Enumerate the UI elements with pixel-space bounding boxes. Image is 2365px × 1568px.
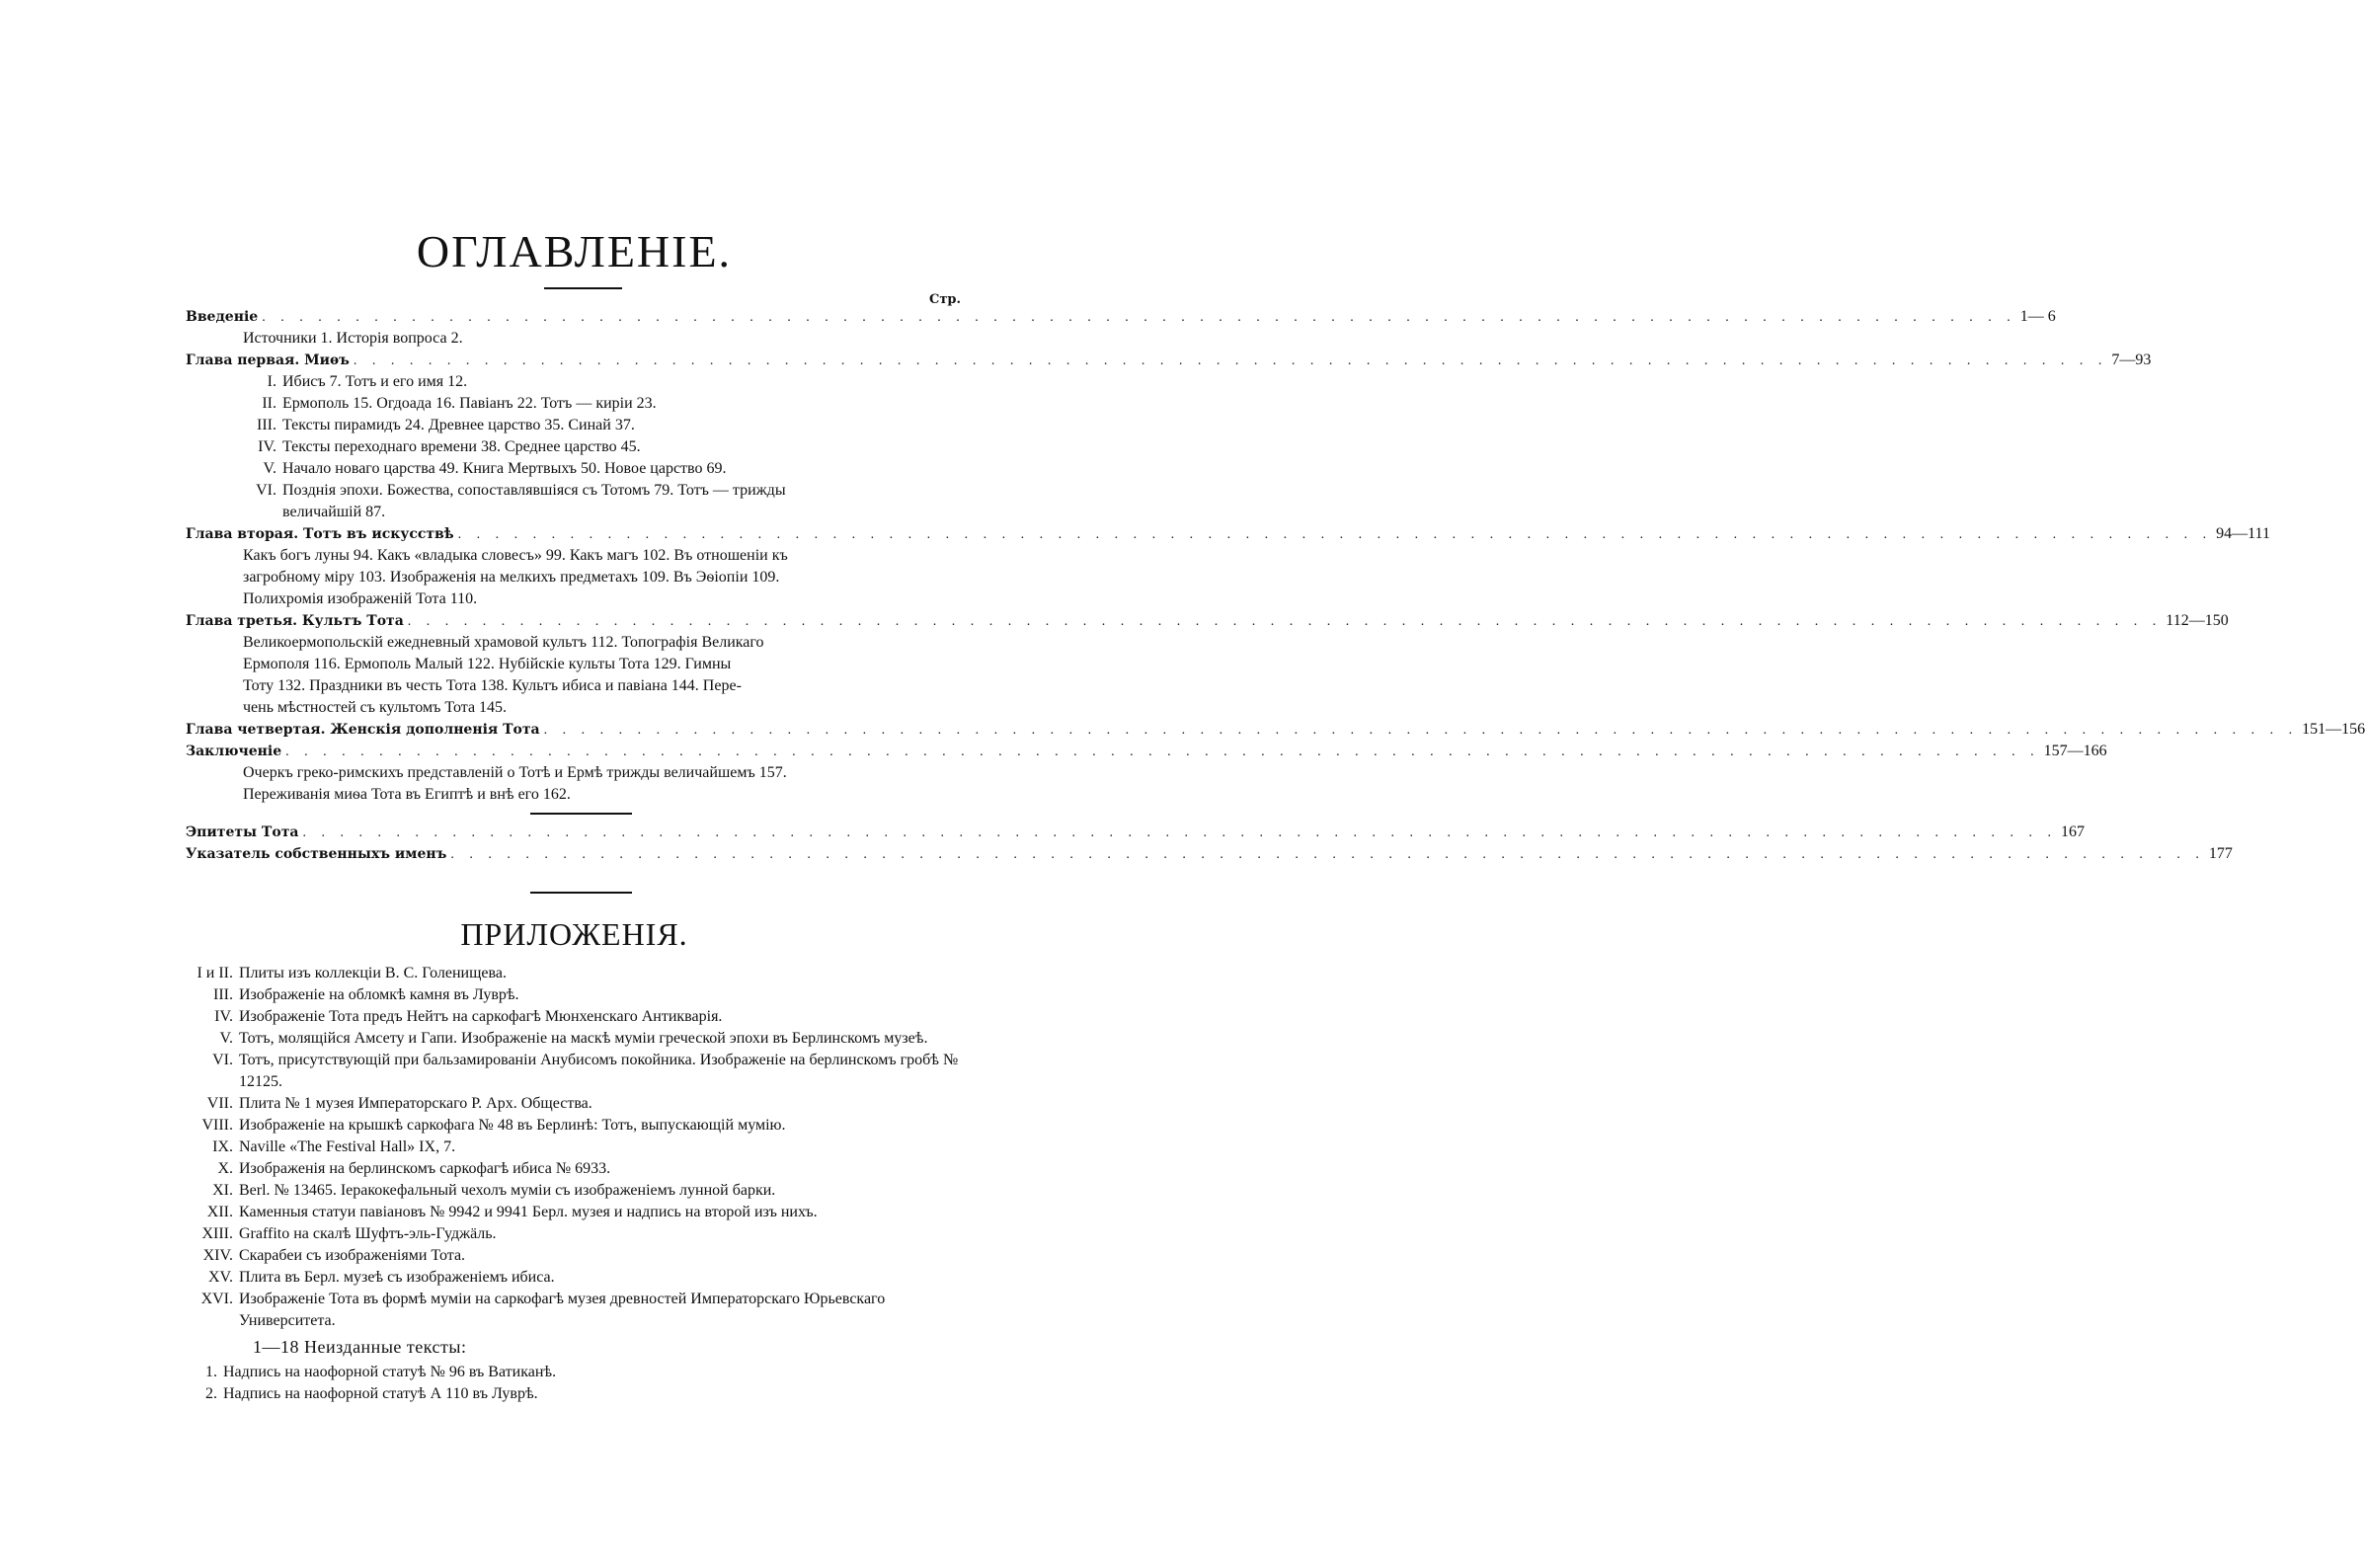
list-item: IX. Naville «The Festival Hall» IX, 7. <box>212 1138 456 1155</box>
title-divider <box>544 287 622 289</box>
section-divider <box>530 892 632 894</box>
toc-pages: 112—150 <box>2166 612 2229 629</box>
list-item: I и II. Плиты изъ коллекціи В. С. Голенищева. <box>197 965 507 981</box>
list-item: X. Изображенія на берлинскомъ саркофагѣ ибиса № 6933. <box>217 1160 611 1177</box>
toc-heading: Эпитеты Тота <box>186 824 299 840</box>
toc-heading: Глава первая. Миѳъ <box>186 353 350 368</box>
toc-subline: чень мѣстностей съ культомъ Тота 145. <box>243 699 508 716</box>
toc-subline: I. Ибисъ 7. Тотъ и его имя 12. <box>267 373 468 390</box>
list-item: V. Тотъ, молящійся Амсету и Гапи. Изображеніе на маскѣ муміи греческой эпохи въ Берлинскомъ музеѣ. <box>219 1030 928 1047</box>
list-item: XIV. Скарабеи съ изображеніями Тота. <box>202 1247 466 1264</box>
list-item: XI. Berl. № 13465. Іеракокефальный чехолъ муміи съ изображеніемъ лунной барки. <box>212 1182 776 1199</box>
list-item: VI. Тотъ, присутствующій при бальзамированіи Анубисомъ покойника. Изображеніе на берлинскомъ гробѣ № 12125. <box>212 1052 959 1090</box>
toc-subline: III. Тексты пирамидъ 24. Древнее царство 35. Синай 37. <box>257 417 635 433</box>
leader-dots: . . . . . . . . . . . . . . . . . . . . . . . . . . . . . . . . . . . . . . . . . . . . . . . . . . . . . . . . . . . . . . . . . . . . . . . . . . . . . . . . . . . . . . . . . . . . . . <box>353 353 2108 368</box>
leader-dots: . . . . . . . . . . . . . . . . . . . . . . . . . . . . . . . . . . . . . . . . . . . . . . . . . . . . . . . . . . . . . . . . . . . . . . . . . . . . . . . . . . . . . . . . . . . . . . <box>262 310 2016 325</box>
toc-subline: Источники 1. Исторія вопроса 2. <box>243 330 463 347</box>
section-divider <box>530 813 632 815</box>
list-item: XVI. Изображеніе Тота въ формѣ муміи на саркофагѣ музея древностей Императорскаго Юрьевскаго Университета. <box>200 1291 886 1329</box>
toc-pages: 151—156 <box>2302 721 2365 738</box>
toc-entry-chapter-2[interactable] <box>186 523 2270 545</box>
toc-subline: Полихромія изображеній Тота 110. <box>243 590 478 607</box>
list-item: XIII. Graffito на скалѣ Шуфтъ-эль-Гуджäль. <box>201 1225 497 1242</box>
toc-pages: 167 <box>2060 823 2085 840</box>
toc-heading: Глава третья. Культъ Тота <box>186 613 404 629</box>
list-item: 2. Надпись на наофорной статуѣ А 110 въ Луврѣ. <box>205 1385 538 1402</box>
toc-heading: Указатель собственныхъ именъ <box>186 846 447 862</box>
leader-dots: . . . . . . . . . . . . . . . . . . . . . . . . . . . . . . . . . . . . . . . . . . . . . . . . . . . . . . . . . . . . . . . . . . . . . . . . . . . . . . . . . . . . . . . . . . . . . . <box>543 723 2299 738</box>
toc-subline: Переживанія миѳа Тота въ Египтѣ и внѣ его 162. <box>243 786 571 803</box>
list-item: XII. Каменныя статуи павіановъ № 9942 и 9941 Берл. музея и надпись на второй изъ нихъ. <box>206 1204 818 1220</box>
toc-subline: Тоту 132. Праздники въ честь Тота 138. Культъ ибиса и павіана 144. Пере- <box>243 677 742 694</box>
toc-pages: 157—166 <box>2043 743 2107 759</box>
unpublished-heading: 1—18 Неизданные тексты: <box>253 1337 467 1357</box>
table-of-contents <box>186 306 2365 865</box>
toc-subline: IV. Тексты переходнаго времени 38. Среднее царство 45. <box>258 438 641 455</box>
toc-entry-intro[interactable] <box>186 306 2056 328</box>
toc-heading: Глава четвертая. Женскія дополненія Тота <box>186 722 540 738</box>
toc-subline: II. Ермополь 15. Огдоада 16. Павіанъ 22. Тотъ — киріи 23. <box>262 395 657 412</box>
appendix-title: ПРИЛОЖЕНІЯ. <box>460 916 688 952</box>
toc-heading: Глава вторая. Тотъ въ искусствѣ <box>186 526 454 542</box>
toc-entry-index[interactable] <box>186 843 2233 865</box>
leader-dots: . . . . . . . . . . . . . . . . . . . . . . . . . . . . . . . . . . . . . . . . . . . . . . . . . . . . . . . . . . . . . . . . . . . . . . . . . . . . . . . . . . . . . . . . . . . . . . <box>302 825 2057 840</box>
list-item: VIII. Изображеніе на крышкѣ саркофага № 48 въ Берлинѣ: Тотъ, выпускающій мумію. <box>201 1117 786 1134</box>
toc-entry-epithets[interactable] <box>186 822 2085 843</box>
list-item: VII. Плита № 1 музея Императорскаго Р. Арх. Общества. <box>206 1095 592 1112</box>
leader-dots: . . . . . . . . . . . . . . . . . . . . . . . . . . . . . . . . . . . . . . . . . . . . . . . . . . . . . . . . . . . . . . . . . . . . . . . . . . . . . . . . . . . . . . . . . . . . . . <box>285 745 2040 759</box>
toc-entry-chapter-4[interactable] <box>186 719 2365 741</box>
list-item: 1. Надпись на наофорной статуѣ № 96 въ Ватиканѣ. <box>205 1364 557 1380</box>
appendix-list <box>194 963 976 1405</box>
toc-subline: VI. Позднія эпохи. Божества, сопоставлявшіяся съ Тотомъ 79. Тотъ — трижды <box>256 482 786 499</box>
list-item: XV. Плита въ Берл. музеѣ съ изображеніемъ ибиса. <box>207 1269 555 1286</box>
toc-entry-chapter-1[interactable] <box>186 350 2152 371</box>
toc-heading: Введеніе <box>186 309 259 325</box>
page-column-label: Стр. <box>929 292 962 307</box>
toc-subline: V. Начало новаго царства 49. Книга Мертвыхъ 50. Новое царство 69. <box>263 460 727 477</box>
toc-pages: 94—111 <box>2216 525 2270 542</box>
toc-pages: 177 <box>2208 845 2233 862</box>
toc-subline: Какъ богъ луны 94. Какъ «владыка словесъ» 99. Какъ магъ 102. Въ отношеніи къ <box>243 547 788 564</box>
toc-subline: Ермополя 116. Ермополь Малый 122. Нубійскіе культы Тота 129. Гимны <box>243 656 732 672</box>
toc-entry-chapter-3[interactable] <box>186 610 2229 632</box>
toc-subline: Очеркъ греко-римскихъ представленій о Тотѣ и Ермѣ трижды величайшемъ 157. <box>243 764 787 781</box>
list-item: IV. Изображеніе Тота предъ Нейтъ на саркофагѣ Мюнхенскаго Антикварія. <box>214 1008 723 1025</box>
leader-dots: . . . . . . . . . . . . . . . . . . . . . . . . . . . . . . . . . . . . . . . . . . . . . . . . . . . . . . . . . . . . . . . . . . . . . . . . . . . . . . . . . . . . . . . . . . . . . . <box>457 527 2213 542</box>
toc-subline: величайшій 87. <box>282 504 386 520</box>
toc-heading: Заключеніе <box>186 744 282 759</box>
toc-subline: загробному міру 103. Изображенія на мелкихъ предметахъ 109. Въ Эѳіопіи 109. <box>243 569 780 586</box>
leader-dots: . . . . . . . . . . . . . . . . . . . . . . . . . . . . . . . . . . . . . . . . . . . . . . . . . . . . . . . . . . . . . . . . . . . . . . . . . . . . . . . . . . . . . . . . . . . . . . <box>407 614 2163 629</box>
toc-entry-conclusion[interactable] <box>186 741 2107 762</box>
toc-pages: 7—93 <box>2111 352 2152 368</box>
list-item: III. Изображеніе на обломкѣ камня въ Луврѣ. <box>213 986 519 1003</box>
page-title: ОГЛАВЛЕНІЕ. <box>416 226 733 276</box>
leader-dots: . . . . . . . . . . . . . . . . . . . . . . . . . . . . . . . . . . . . . . . . . . . . . . . . . . . . . . . . . . . . . . . . . . . . . . . . . . . . . . . . . . . . . . . . . . . . . . <box>450 847 2205 862</box>
toc-pages: 1— 6 <box>2019 308 2056 325</box>
toc-subline: Великоермопольскій ежедневный храмовой культъ 112. Топографія Великаго <box>243 634 764 651</box>
